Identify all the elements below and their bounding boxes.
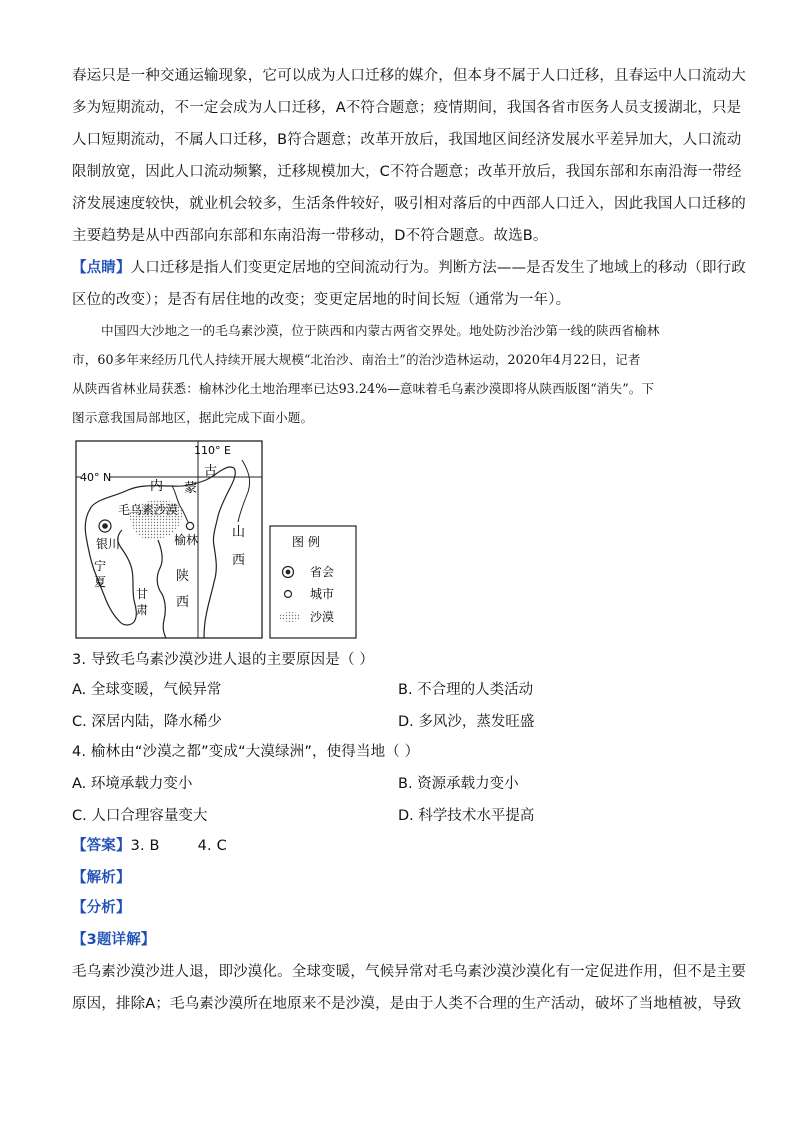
label-gu: 古 [204,464,218,479]
label-shaanxi-2: 西 [176,595,190,610]
label-shanxi-1: 山 [232,525,246,540]
para1-line4: 限制放宽，因此人口流动频繁，迁移规模加大，C不符合题意；改革开放后，我国东部和东南沿海一带经 [72,164,742,180]
label-desert: 毛乌素沙漠 [118,503,179,517]
dianjing-line1 [72,258,746,278]
label-shanxi-2: 西 [232,553,246,568]
lat-label: 40° N [80,471,112,484]
para1-line2: 多为短期流动，不一定会成为人口迁移，A不符合题意；疫情期间，我国各省市医务人员支援湖北，只是 [72,100,742,116]
para1-line6: 主要趋势是从中西部向东部和东南沿海一带移动，D不符合题意。故选B。 [72,228,548,244]
q4-option-a: A. 环境承载力变小 [72,776,193,792]
material-line4: 图示意我国局部地区，据此完成下面小题。 [72,410,314,425]
region-map [72,440,368,642]
q4-option-d: D. 科学技术水平提高 [398,808,535,824]
fenxi-heading: 【分析】 [72,900,131,916]
lon-label: 110° E [194,444,231,457]
detail3-heading: 【3题详解】 [72,932,156,948]
label-yinchuan: 银川 [96,537,121,551]
yulin-city-marker [186,522,193,529]
para2-line2: 原因，排除A；毛乌素沙漠所在地原来不是沙漠，是由于人类不合理的生产活动，破坏了当地植被，导致 [72,996,742,1012]
para1-line1: 春运只是一种交通运输现象，它可以成为人口迁移的媒介，但本身不属于人口迁移，且春运中人口流动大 [72,68,746,84]
dianjing-tag: 【点睛】 [72,260,131,276]
material-line1: 中国四大沙地之一的毛乌素沙漠，位于陕西和内蒙古两省交界处。地处防沙治沙第一线的陕西省榆林 [101,323,660,338]
material-line2: 市，60多年来经历几代人持续开展大规模“北治沙、南治土”的治沙造林运动，2020年4月22日，记者 [72,352,641,367]
q3-option-c: C. 深居内陆，降水稀少 [72,714,222,730]
para2-line1: 毛乌素沙漠沙进人退，即沙漠化。全球变暖，气候异常对毛乌素沙漠沙漠化有一定促进作用，但不是主要 [72,964,746,980]
dianjing-text1: 人口迁移是指人们变更定居地的空间流动行为。判断方法——是否发生了地域上的移动（即行政 [130,260,746,276]
para1-line3: 人口短期流动，不属人口迁移，B符合题意；改革开放后，我国地区间经济发展水平差异加大，人口流动 [72,132,742,148]
legend-desert-label: 沙漠 [310,610,335,624]
legend-desert-icon [279,612,301,622]
label-gansu-1: 甘 [136,587,149,601]
q3-stem: 3. 导致毛乌素沙漠沙进人退的主要原因是（ ） [72,652,375,668]
answer-tag: 【答案】 [72,838,131,854]
legend-capital-label: 省会 [310,565,335,579]
label-ningxia-2: 夏 [94,575,107,589]
q4-stem: 4. 榆林由“沙漠之都”变成“大漠绿洲”，使得当地（ ） [72,744,420,760]
legend-title: 图 例 [292,535,320,549]
label-gansu-2: 肃 [136,603,149,617]
label-ningxia-1: 宁 [94,559,107,573]
q3-option-d: D. 多风沙，蒸发旺盛 [398,714,535,730]
q3-option-a: A. 全球变暖，气候异常 [72,682,222,698]
legend-capital-icon-inner [286,570,291,575]
q4-option-b: B. 资源承载力变小 [398,776,519,792]
yinchuan-capital-inner [102,523,108,529]
jiexi-heading: 【解析】 [72,870,131,886]
legend-city-label: 城市 [310,587,335,601]
answer-value: 3. B 4. C [130,838,227,854]
material-line3: 从陕西省林业局获悉：榆林沙化土地治理率已达93.24%—意味着毛乌素沙漠即将从陕西版图“消失”。下 [72,381,655,396]
label-shaanxi-1: 陕 [176,569,190,584]
label-nei: 内 [150,479,164,494]
label-meng: 蒙 [184,481,198,496]
answer-line [72,836,227,856]
legend-city-icon [285,591,292,598]
dianjing-line2: 区位的改变）；是否有居住地的改变；变更定居地的时间长短（通常为一年）。 [72,292,571,308]
q4-option-c: C. 人口合理容量变大 [72,808,208,824]
label-yulin: 榆林 [174,533,199,547]
para1-line5: 济发展速度较快，就业机会较多，生活条件较好，吸引相对落后的中西部人口迁入，因此我国人口迁移的 [72,196,746,212]
q3-option-b: B. 不合理的人类活动 [398,682,534,698]
